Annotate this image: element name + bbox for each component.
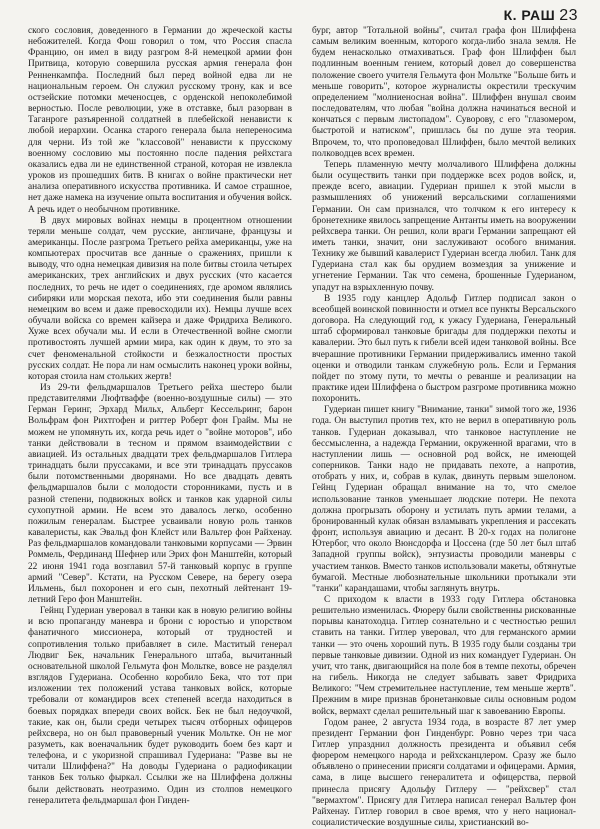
- paragraph: Теперь пламенную мечту молчаливого Шлиффена должны были осуществить танки при поддержке всех родов войск, и, прежде всего, авиации. Гудериан пришел к этой мысли в размышлениях об унижений версальскими соглашениями Германии. Он сам признался, что толчком к его интересу к бронетехнике явилось запрещение Антанты иметь на вооружении рейхсвера танки. Он решил, коли враги Германии запрещают ей иметь танки, значит, они заслуживают особого внимания. Технику же бывший кавалерист Гудериан всегда любил. Танк для Гудериана стал как бы орудием возмездия за унижение и угнетение Германии. Так что семена, брошенные Гудерианом, упадут на взрыхленную почву.: [312, 159, 576, 293]
- page-number: 23: [559, 7, 578, 24]
- paragraph: бург, автор "Тотальной войны", считал графа фон Шлиффена самым великим военным, которого когда-либо знала земля. Не будем ненасколько отмахиваться. Граф фон Шлиффен был подлинным военным гением, который довел до совершенства положение своего учителя Гельмута фон Мольтке "Больше бить и меньше говорить", которое журналисты окрестили трескучим определением "молниеносная война". Шлиффен внушал своим последователям, что любая "война должна начинаться весной и кончаться с первым листопадом". Суворову, с его "глазомером, быстротой и натиском", пришлась бы по душе эта теория. Впрочем, то, что проповедовал Шлиффен, было мечтой великих полководцев всех времен.: [312, 26, 576, 159]
- paragraph: В двух мировых войнах немцы в процентном отношении теряли меньше солдат, чем русские, англичане, французы и американцы. После разгрома Третьего рейха американцы, уже на компьютерах просчитав все данные о сражениях, пришли к выводу, что одна немецкая дивизия на поле битвы стоила четырех американских, трех английских и двух русских (что касается последних, то речь не идет о соединениях, где аромом являлись сибиряки или морская пехота, ибо эти соединения были равны немецким во всем и даже превосходили их). Немцы лучше всех обучали войска со времен кайзера и даже Фридриха Великого. Хуже всех обучали мы. И если в Отечественной войне смогли противостоять лучшей армии мира, как один к двум, то это за счет феноменальной стойкости и безжалостности простых русских солдат. Не пора ли нам осмыслить наконец уроки войны, которая стоила нам стольких жертв!: [28, 215, 292, 382]
- paragraph: С приходом к власти в 1933 году Гитлера обстановка решительно изменилась. Фюреру были свойственны рискованные порывы канатоходца. Гитлер сознательно и с честностью решил ставить на танки. Гитлер уверовал, что для германского армии танки — это очень хороший путь. В 1935 году были созданы три первые танковые дивизии. Одной из них командует Гудериан. Он учит, что танк, двигающийся на поле боя в темпе пехоты, обречен на гибель. Никогда не следует забывать завет Фридриха Великого: "Чем стремительнее наступление, тем меньше жертв". Прежним в мире признав бронетанковые силы основным родом войск, вермахт сделал решительный шаг к завоеванию Европы.: [312, 594, 576, 717]
- paragraph: Гейнц Гудериан уверовал в танки как в новую религию войны и всю пропаганду маневра и брони с юростью и упорством фанатичного миссионера, который от трудностей и сопротивления только прибавляет в силе. Маститый генерал Людвиг Бек, начальник Генерального штаба, вычитанный основательной школой Гельмута фон Мольтке, вовсе не разделял взглядов Гудериана. Особенно коробило Бека, что тот при изложении тех положений устава танковых войск, которые требовали от командиров всех степеней всегда находиться в боевых порядках впереди своих войск. Бек не был недоучкой, такие, как он, были среди четырех тысяч отборных офицеров рейхсвера, но он был правоверный ученик Мольтке. Он не мог разуметь, как военачальник будет руководить боем без карт и телефона, и с укоризной спрашивал Гудериана: "Разве вы не читали Шлиффена?" На доводы Гудериана о радиофикации танков Бек только фыркал. Ссылки же на Шлиффена должны были действовать неотразимо. Один из столпов немецкого генералитета фельдмаршал фон Гинден-: [28, 606, 292, 806]
- article-body: [28, 26, 576, 829]
- left-column: [28, 26, 292, 806]
- paragraph: В 1935 году канцлер Адольф Гитлер подписал закон о всеобщей воинской повинности и отмел все пункты Версальского договора. На следующий год, к ужасу Гудериана, Генеральный штаб сформировал танковые бригады для поддержки пехоты и кавалерии. Это был путь к гибели всей идеи танковой войны. Все вчерашние противники Германии придерживались именно такой оценки и отводили танкам служебную роль. Если и Германия пойдет по этому пути, то мечты о реванше и реализации на практике идеи Шлиффена о быстром разгроме противника можно похоронить.: [312, 293, 576, 405]
- running-head: [504, 7, 578, 25]
- paragraph: Гудериан пишет книгу "Внимание, танки" зимой того же, 1936 года. Он выступил против тех, кто не верил в оперативную роль танков. Гудериан доказывал, что танковое наступление не бессмысленна, а надежда Германии, окруженной врагами, что в наступлении лишь — основной род войск, не имеющей соперников. Танки надо не придавать пехоте, а напротив, отобрать у них, и, собрав в кулак, двинуть первым эшелоном. Гейнц Гудериан обращал внимание на то, что смелое использование танков уменьшает людские потери. Не пехота должна прогрызать оборону и устилать путь армии телами, а бронированный кулак обязан взламывать укрепления и рассекать фронт, используя авиацию и десант. В 20-х годах на полигоне Ютербог, что около Вюнсдорфа и Цоссена (где 50 лет был штаб Западной группы войск), энтузиасты проводили маневры с участием танков. Вместо танков использовали макеты, обтянутые бумагой. Местные любознательные школьники протыкали эти "танки" карандашами, чтобы заглянуть внутрь.: [312, 405, 576, 594]
- paragraph: ского сословия, доведенного в Германии до жреческой касты небожителей. Когда Фош говорил о том, что Россия спасла Францию, он имел в виду разгром 8-й немецкой армии фон Притвица, которую совершила русская армия генерала фон Ренненкампфа. Последний был перед войной едва ли не национальным героем. Он служил русскому трону, как и все остзейские потомки меченосцев, с орденской непоколебимой верностью. После революции, уже в отставке, был разорван в Таганроге разъяренной солдатней в плебейской ненависти к любой иерархии. Осанка старого генерала была непереносима для черни. Из той же "классовой" ненависти к прусскому военному сословию мы постоянно после падения рейхстага оказались едва ли не единственной страной, которая не извлекла уроков из прошедших битв. В книгах о войне практически нет анализа оперативного искусства противника. И самое страшное, нет даже намека на изучение опыта воспитания и обучения войск. А речь идет о необычном противнике.: [28, 26, 292, 215]
- right-column: [312, 26, 576, 829]
- paragraph: Из 29-ти фельдмаршалов Третьего рейха шестеро были представителями Люфтваффе (военно-воздушные силы) — это Герман Геринг, Эрхард Мильх, Альберт Кессельринг, барон Вольфрам фон Рихтгофен и риттер Роберт фон Грайм. Мы не можем не упомянуть их, когда речь идет о "войне моторов", ибо танки действовали в тесном и прямом взаимодействии с авиацией. Из остальных двадцати трех фельдмаршалов Гитлера тринадцать были пруссаками, и все эти тринадцать пруссаков были потомственными дворянами. Но все двадцать девять фельдмаршалов были с молодости сторонниками, пусть и в разной степени, подвижных войск и танков как ударной силы сухопутной армии. Не всем это давалось легко, особенно пожилым генералам. Быстрее усваивали новую роль танков кавалеристы, как Эвальд фон Клейст или Вальтер фон Райхенау. Раз фельдмаршалов командовали танковыми корпусами — Эрвин Роммель, Фердинанд Шефнер или Эрих фон Манштейн, который 22 июня 1941 года возглавил 57-й танковый корпус в группе армий "Север". Кстати, на Русском Севере, на берегу озера Ильмень, был похоронен и его сын, пехотный лейтенант 19-летний Геро фон Манштейн.: [28, 383, 292, 605]
- magazine-name: К. РАШ: [503, 7, 556, 23]
- paragraph: Годом ранее, 2 августа 1934 года, в возрасте 87 лет умер президент Германии фон Гинденбург. Ровно через три часа Гитлер упразднил должность президента и объявил себя фюрером немецкого народа и рейхсканцлером. Сразу же было объявлено о принесении присяги солдатами и офицерами. Армия, сама, в лице высшего генералитета и офицерства, первой принесла присягу Адольфу Гитлеру — "рейхсвер" стал "вермахтом". Присягу для Гитлера написал генерал Вальтер фон Райхенау. Гитлер говорил в свое время, что у него национал-социалистические воздушные силы, христианский во-: [312, 717, 576, 829]
